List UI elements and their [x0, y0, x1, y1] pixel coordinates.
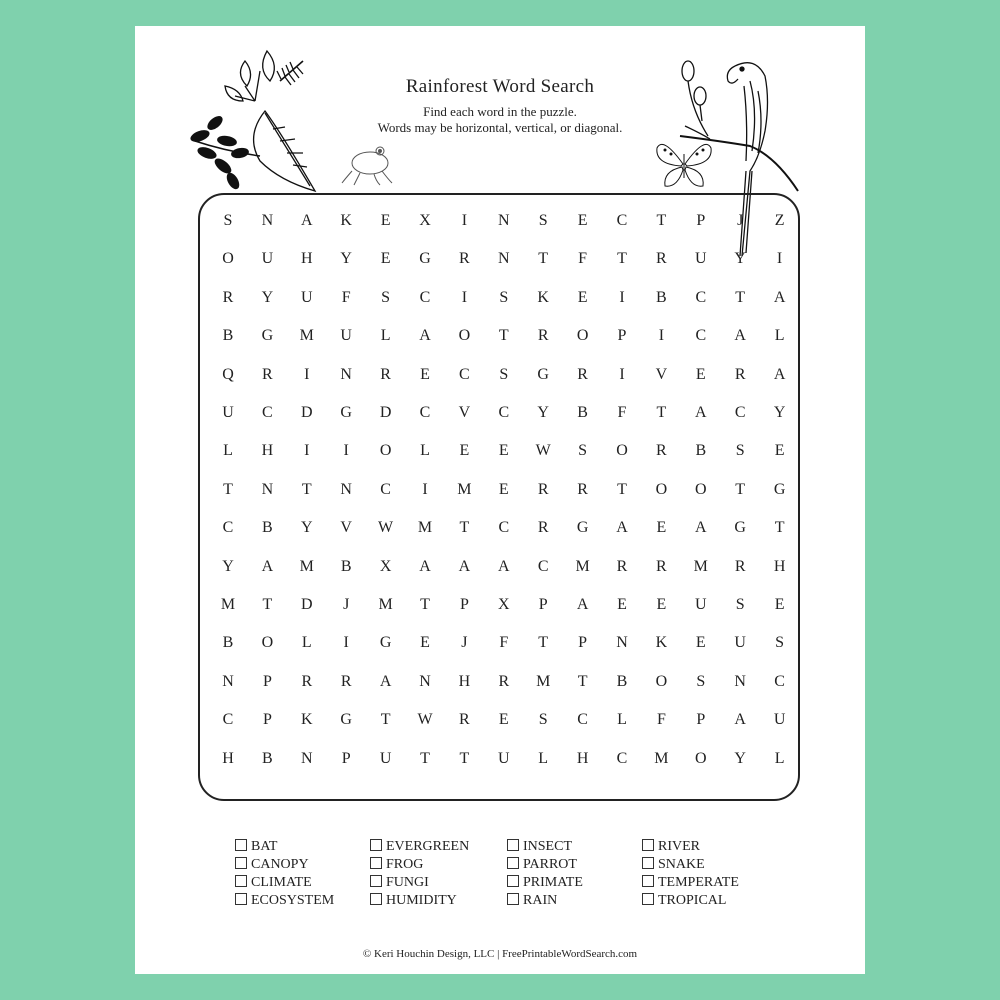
- grid-letter[interactable]: M: [575, 557, 590, 575]
- word-item[interactable]: [235, 838, 277, 856]
- grid-letter[interactable]: S: [538, 711, 548, 729]
- grid-letter[interactable]: S: [775, 634, 785, 652]
- word-label: CANOPY: [251, 857, 309, 872]
- grid-letter[interactable]: A: [498, 557, 510, 575]
- grid-letter[interactable]: T: [538, 634, 549, 652]
- grid-letter[interactable]: U: [301, 288, 313, 306]
- grid-letter[interactable]: I: [461, 212, 468, 229]
- checkbox[interactable]: [235, 893, 247, 905]
- grid-letter[interactable]: A: [773, 365, 786, 383]
- grid-letter[interactable]: Y: [340, 250, 352, 268]
- word-item[interactable]: [642, 856, 705, 874]
- grid-letter[interactable]: P: [538, 596, 548, 613]
- grid-letter[interactable]: Q: [222, 365, 234, 383]
- grid-letter[interactable]: N: [301, 749, 313, 767]
- checkbox[interactable]: [235, 857, 247, 869]
- grid-letter[interactable]: R: [301, 672, 313, 690]
- grid-letter[interactable]: I: [422, 480, 428, 498]
- checkbox[interactable]: [235, 839, 247, 851]
- grid-letter[interactable]: R: [498, 672, 510, 690]
- grid-letter[interactable]: N: [261, 212, 274, 229]
- grid-letter[interactable]: N: [222, 672, 234, 690]
- grid-letter[interactable]: U: [340, 327, 352, 345]
- grid-letter[interactable]: C: [222, 519, 234, 537]
- grid-letter[interactable]: A: [734, 711, 746, 729]
- grid-letter[interactable]: F: [617, 404, 627, 421]
- grid-letter[interactable]: T: [735, 288, 746, 306]
- grid-letter[interactable]: Y: [261, 288, 274, 306]
- grid-letter[interactable]: T: [774, 519, 785, 537]
- grid-letter[interactable]: G: [419, 250, 431, 268]
- grid-letter[interactable]: G: [379, 634, 392, 652]
- checkbox[interactable]: [507, 839, 519, 851]
- checkbox[interactable]: [642, 875, 654, 887]
- grid-letter[interactable]: E: [774, 442, 785, 460]
- grid-letter[interactable]: O: [695, 749, 707, 767]
- grid-letter[interactable]: P: [696, 711, 706, 729]
- grid-letter[interactable]: I: [461, 288, 468, 306]
- word-label: SNAKE: [658, 857, 705, 872]
- grid-letter[interactable]: M: [693, 557, 708, 575]
- page-title: Rainforest Word Search: [405, 76, 595, 97]
- grid-letter[interactable]: N: [616, 634, 628, 652]
- grid-letter[interactable]: E: [420, 634, 430, 652]
- worksheet-page: [135, 26, 865, 974]
- word-item[interactable]: [507, 892, 557, 910]
- grid-letter[interactable]: Y: [537, 404, 549, 421]
- grid-letter[interactable]: G: [340, 711, 352, 729]
- checkbox[interactable]: [507, 893, 519, 905]
- grid-letter[interactable]: T: [735, 480, 746, 498]
- grid-letter[interactable]: P: [262, 672, 272, 690]
- grid-letter[interactable]: P: [696, 212, 706, 229]
- grid-letter[interactable]: M: [378, 596, 393, 613]
- checkbox[interactable]: [370, 839, 382, 851]
- word-label: RAIN: [523, 893, 558, 908]
- word-label: CLIMATE: [251, 875, 312, 890]
- grid-letter[interactable]: E: [498, 442, 509, 460]
- grid-letter[interactable]: H: [261, 442, 274, 460]
- grid-letter[interactable]: A: [695, 519, 707, 537]
- grid-letter[interactable]: S: [735, 596, 745, 613]
- grid-letter[interactable]: T: [380, 711, 391, 729]
- grid-letter[interactable]: E: [380, 250, 391, 268]
- grid-letter[interactable]: E: [420, 365, 430, 383]
- grid-letter[interactable]: O: [222, 250, 234, 268]
- word-item[interactable]: [235, 892, 334, 910]
- grid-letter[interactable]: N: [340, 480, 352, 498]
- grid-letter[interactable]: G: [261, 327, 274, 345]
- grid-letter[interactable]: T: [498, 327, 509, 345]
- grid-letter[interactable]: P: [262, 711, 272, 729]
- grid-letter[interactable]: N: [261, 480, 274, 498]
- word-item[interactable]: [642, 892, 726, 910]
- checkbox[interactable]: [642, 893, 654, 905]
- grid-letter[interactable]: I: [304, 365, 310, 383]
- grid-letter[interactable]: S: [735, 442, 745, 460]
- grid-letter[interactable]: S: [499, 288, 509, 306]
- grid-letter[interactable]: E: [617, 596, 627, 613]
- grid-letter[interactable]: I: [776, 250, 783, 268]
- word-item[interactable]: [370, 892, 457, 910]
- grid-letter[interactable]: B: [262, 519, 273, 537]
- grid-letter[interactable]: A: [773, 288, 786, 306]
- grid-letter[interactable]: B: [616, 672, 628, 690]
- grid-letter[interactable]: E: [380, 212, 391, 229]
- grid-letter[interactable]: R: [616, 557, 628, 575]
- word-label: HUMIDITY: [386, 893, 457, 908]
- word-item[interactable]: [235, 856, 309, 874]
- grid-letter[interactable]: R: [262, 365, 273, 383]
- grid-letter[interactable]: T: [617, 480, 627, 498]
- grid-letter[interactable]: W: [417, 711, 433, 729]
- grid-letter[interactable]: M: [220, 596, 236, 613]
- grid-letter[interactable]: T: [538, 250, 549, 268]
- grid-letter[interactable]: C: [695, 288, 707, 306]
- word-item[interactable]: [370, 856, 423, 874]
- grid-letter[interactable]: O: [655, 672, 668, 690]
- grid-letter[interactable]: E: [656, 596, 667, 613]
- grid-letter[interactable]: X: [379, 557, 392, 575]
- grid-letter[interactable]: R: [656, 442, 667, 460]
- grid-letter[interactable]: P: [578, 634, 588, 652]
- word-label: FUNGI: [386, 875, 429, 890]
- checkbox[interactable]: [507, 857, 519, 869]
- grid-letter[interactable]: O: [576, 327, 589, 345]
- grid-letter[interactable]: M: [299, 327, 314, 345]
- checkbox[interactable]: [642, 857, 654, 869]
- grid-letter[interactable]: S: [223, 212, 233, 229]
- grid-letter[interactable]: K: [340, 212, 352, 229]
- grid-letter[interactable]: R: [577, 365, 588, 383]
- grid-letter[interactable]: C: [419, 288, 431, 306]
- grid-letter[interactable]: E: [498, 480, 509, 498]
- grid-letter[interactable]: A: [379, 672, 392, 690]
- grid-letter[interactable]: K: [301, 711, 313, 729]
- grid-letter[interactable]: U: [261, 250, 274, 268]
- grid-letter[interactable]: L: [774, 327, 785, 345]
- grid-letter[interactable]: K: [537, 288, 549, 306]
- grid-letter[interactable]: L: [380, 327, 391, 345]
- grid-letter[interactable]: P: [341, 749, 351, 767]
- word-label: EVERGREEN: [386, 839, 470, 854]
- grid-letter[interactable]: C: [498, 404, 510, 421]
- grid-letter[interactable]: L: [774, 749, 785, 767]
- grid-letter[interactable]: H: [576, 749, 589, 767]
- grid-letter[interactable]: N: [734, 672, 746, 690]
- grid-letter[interactable]: I: [619, 365, 625, 383]
- word-item[interactable]: [507, 856, 577, 874]
- grid-letter[interactable]: A: [695, 404, 707, 421]
- grid-letter[interactable]: C: [419, 404, 431, 421]
- grid-letter[interactable]: C: [262, 404, 273, 421]
- grid-letter[interactable]: I: [658, 327, 665, 345]
- grid-letter[interactable]: A: [301, 212, 313, 229]
- word-item[interactable]: [642, 874, 739, 892]
- grid-letter[interactable]: F: [656, 711, 666, 729]
- grid-letter[interactable]: R: [577, 480, 588, 498]
- grid-letter[interactable]: I: [619, 288, 625, 306]
- grid-letter[interactable]: J: [737, 212, 744, 229]
- grid-letter[interactable]: P: [459, 596, 469, 613]
- grid-letter[interactable]: C: [537, 557, 549, 575]
- grid-letter[interactable]: T: [459, 749, 470, 767]
- grid-letter[interactable]: B: [340, 557, 352, 575]
- grid-letter[interactable]: O: [261, 634, 274, 652]
- grid-letter[interactable]: R: [459, 711, 470, 729]
- grid-letter[interactable]: E: [695, 365, 706, 383]
- grid-letter[interactable]: D: [379, 404, 392, 421]
- instructions-line-1: Find each word in the puzzle.: [423, 104, 577, 119]
- grid-letter[interactable]: C: [774, 672, 785, 690]
- grid-letter[interactable]: H: [458, 672, 471, 690]
- grid-letter[interactable]: R: [340, 672, 352, 690]
- grid-letter[interactable]: B: [695, 442, 707, 460]
- grid-letter[interactable]: L: [538, 749, 549, 767]
- grid-letter[interactable]: S: [696, 672, 706, 690]
- grid-letter[interactable]: E: [498, 711, 509, 729]
- grid-letter[interactable]: N: [498, 250, 510, 268]
- grid-letter[interactable]: C: [222, 711, 234, 729]
- grid-letter[interactable]: L: [617, 711, 627, 729]
- checkbox[interactable]: [370, 893, 382, 905]
- grid-letter[interactable]: T: [459, 519, 470, 537]
- grid-letter[interactable]: F: [499, 634, 509, 652]
- grid-letter[interactable]: W: [378, 519, 394, 537]
- grid-letter[interactable]: T: [420, 596, 430, 613]
- word-label: PARROT: [523, 857, 577, 872]
- grid-letter[interactable]: A: [419, 327, 431, 345]
- word-item[interactable]: [235, 874, 312, 892]
- grid-letter[interactable]: T: [617, 250, 627, 268]
- grid-letter[interactable]: B: [222, 634, 234, 652]
- grid-letter[interactable]: C: [459, 365, 470, 383]
- grid-letter[interactable]: S: [381, 288, 391, 306]
- word-search-grid: [198, 193, 800, 801]
- grid-letter[interactable]: V: [340, 519, 352, 537]
- grid-letter[interactable]: C: [380, 480, 391, 498]
- grid-letter[interactable]: F: [341, 288, 351, 306]
- word-item[interactable]: [507, 838, 572, 856]
- grid-letter[interactable]: U: [734, 634, 746, 652]
- grid-letter[interactable]: Y: [734, 749, 746, 767]
- grid-letter[interactable]: R: [734, 557, 746, 575]
- grid-letter[interactable]: Y: [734, 250, 746, 268]
- grid-letter[interactable]: E: [774, 596, 785, 613]
- grid-letter[interactable]: E: [577, 212, 588, 229]
- checkbox[interactable]: [370, 857, 382, 869]
- grid-letter[interactable]: O: [655, 480, 668, 498]
- word-item[interactable]: [507, 874, 583, 892]
- grid-letter[interactable]: O: [616, 442, 628, 460]
- word-label: BAT: [251, 839, 278, 854]
- grid-letter[interactable]: G: [340, 404, 352, 421]
- grid-letter[interactable]: C: [577, 711, 588, 729]
- grid-letter[interactable]: N: [419, 672, 431, 690]
- grid-letter[interactable]: M: [299, 557, 314, 575]
- grid-letter[interactable]: T: [656, 212, 667, 229]
- grid-letter[interactable]: B: [222, 327, 234, 345]
- word-item[interactable]: [370, 874, 429, 892]
- word-label: INSECT: [523, 839, 572, 854]
- grid-letter[interactable]: E: [656, 519, 667, 537]
- grid-letter[interactable]: V: [458, 404, 471, 421]
- grid-letter[interactable]: U: [695, 596, 707, 613]
- grid-letter[interactable]: N: [340, 365, 352, 383]
- checkbox[interactable]: [642, 839, 654, 851]
- grid-letter[interactable]: G: [537, 365, 549, 383]
- grid-letter[interactable]: S: [538, 212, 548, 229]
- grid-letter[interactable]: T: [656, 404, 667, 421]
- grid-letter[interactable]: L: [420, 442, 430, 460]
- word-label: TROPICAL: [658, 893, 727, 908]
- grid-letter[interactable]: Y: [773, 404, 786, 421]
- grid-letter[interactable]: B: [262, 749, 273, 767]
- frog-icon: [340, 141, 395, 186]
- grid-letter[interactable]: I: [343, 442, 349, 460]
- word-label: ECOSYSTEM: [251, 893, 335, 908]
- grid-letter[interactable]: W: [535, 442, 551, 460]
- word-item[interactable]: [642, 838, 700, 856]
- grid-letter[interactable]: A: [616, 519, 628, 537]
- grid-letter[interactable]: S: [499, 365, 509, 383]
- grid-letter[interactable]: E: [577, 288, 588, 306]
- grid-letter[interactable]: R: [222, 288, 234, 306]
- grid-letter[interactable]: U: [379, 749, 392, 767]
- word-label: FROG: [386, 857, 424, 872]
- grid-letter[interactable]: V: [655, 365, 668, 383]
- grid-letter[interactable]: A: [261, 557, 274, 575]
- grid-letter[interactable]: M: [457, 480, 472, 498]
- grid-letter[interactable]: A: [734, 327, 746, 345]
- grid-letter[interactable]: A: [458, 557, 471, 575]
- grid-letter[interactable]: H: [773, 557, 786, 575]
- grid-letter[interactable]: E: [459, 442, 470, 460]
- grid-letter[interactable]: I: [343, 634, 349, 652]
- grid-letter[interactable]: A: [419, 557, 431, 575]
- grid-letter[interactable]: Y: [222, 557, 234, 575]
- grid-letter[interactable]: D: [301, 596, 313, 613]
- grid-letter[interactable]: M: [654, 749, 669, 767]
- grid-letter[interactable]: U: [222, 404, 234, 421]
- checkbox[interactable]: [235, 875, 247, 887]
- grid-letter[interactable]: B: [656, 288, 667, 306]
- grid-letter[interactable]: L: [301, 634, 312, 652]
- grid-letter[interactable]: C: [695, 327, 707, 345]
- grid-letter[interactable]: O: [379, 442, 392, 460]
- grid-letter[interactable]: H: [301, 250, 313, 268]
- grid-letter[interactable]: G: [734, 519, 746, 537]
- grid-letter[interactable]: R: [734, 365, 746, 383]
- grid-letter[interactable]: R: [537, 480, 549, 498]
- grid-letter[interactable]: N: [498, 212, 510, 229]
- grid-letter[interactable]: L: [223, 442, 233, 460]
- butterfly-icon: [653, 136, 715, 191]
- checkbox[interactable]: [507, 875, 519, 887]
- word-label: PRIMATE: [523, 875, 583, 890]
- grid-letter[interactable]: K: [655, 634, 668, 652]
- grid-letter[interactable]: G: [773, 480, 786, 498]
- checkbox[interactable]: [370, 875, 382, 887]
- grid-letter[interactable]: T: [301, 480, 312, 498]
- grid-letter[interactable]: R: [459, 250, 470, 268]
- grid-letter[interactable]: H: [222, 749, 234, 767]
- grid-letter[interactable]: J: [343, 596, 350, 613]
- word-label: TEMPERATE: [658, 875, 739, 890]
- grid-letter[interactable]: D: [301, 404, 313, 421]
- grid-letter[interactable]: C: [616, 212, 628, 229]
- grid-letter[interactable]: O: [458, 327, 471, 345]
- grid-letter[interactable]: C: [616, 749, 628, 767]
- grid-letter[interactable]: C: [498, 519, 510, 537]
- grid-letter[interactable]: T: [223, 480, 233, 498]
- grid-letter[interactable]: T: [420, 749, 430, 767]
- grid-letter[interactable]: J: [461, 634, 468, 652]
- grid-letter[interactable]: U: [498, 749, 510, 767]
- grid-letter[interactable]: U: [695, 250, 707, 268]
- grid-letter[interactable]: X: [419, 212, 431, 229]
- word-item[interactable]: [370, 838, 469, 856]
- grid-letter[interactable]: F: [578, 250, 588, 268]
- instructions-line-2: Words may be horizontal, vertical, or diagonal.: [377, 120, 623, 135]
- grid-letter[interactable]: M: [536, 672, 551, 690]
- grid-letter[interactable]: Z: [774, 212, 785, 229]
- grid-letter[interactable]: B: [577, 404, 588, 421]
- grid-letter[interactable]: U: [773, 711, 786, 729]
- grid-letter[interactable]: R: [656, 557, 667, 575]
- grid-letter[interactable]: M: [417, 519, 433, 537]
- grid-letter[interactable]: C: [734, 404, 746, 421]
- grid-letter[interactable]: Y: [301, 519, 313, 537]
- word-label: RIVER: [658, 839, 700, 854]
- grid-letter[interactable]: I: [304, 442, 310, 460]
- grid-letter[interactable]: O: [695, 480, 707, 498]
- grid-letter[interactable]: A: [576, 596, 589, 613]
- grid-letter[interactable]: E: [695, 634, 706, 652]
- grid-letter[interactable]: R: [537, 327, 549, 345]
- footer-credit: © Keri Houchin Design, LLC | FreePrintableWordSearch.com: [362, 948, 638, 960]
- grid-letter[interactable]: P: [617, 327, 627, 345]
- grid-letter[interactable]: R: [656, 250, 667, 268]
- grid-letter[interactable]: T: [577, 672, 588, 690]
- grid-letter[interactable]: R: [537, 519, 549, 537]
- grid-letter[interactable]: S: [578, 442, 588, 460]
- grid-letter[interactable]: G: [576, 519, 589, 537]
- grid-letter[interactable]: T: [262, 596, 273, 613]
- grid-letter[interactable]: X: [498, 596, 510, 613]
- grid-letter[interactable]: R: [380, 365, 391, 383]
